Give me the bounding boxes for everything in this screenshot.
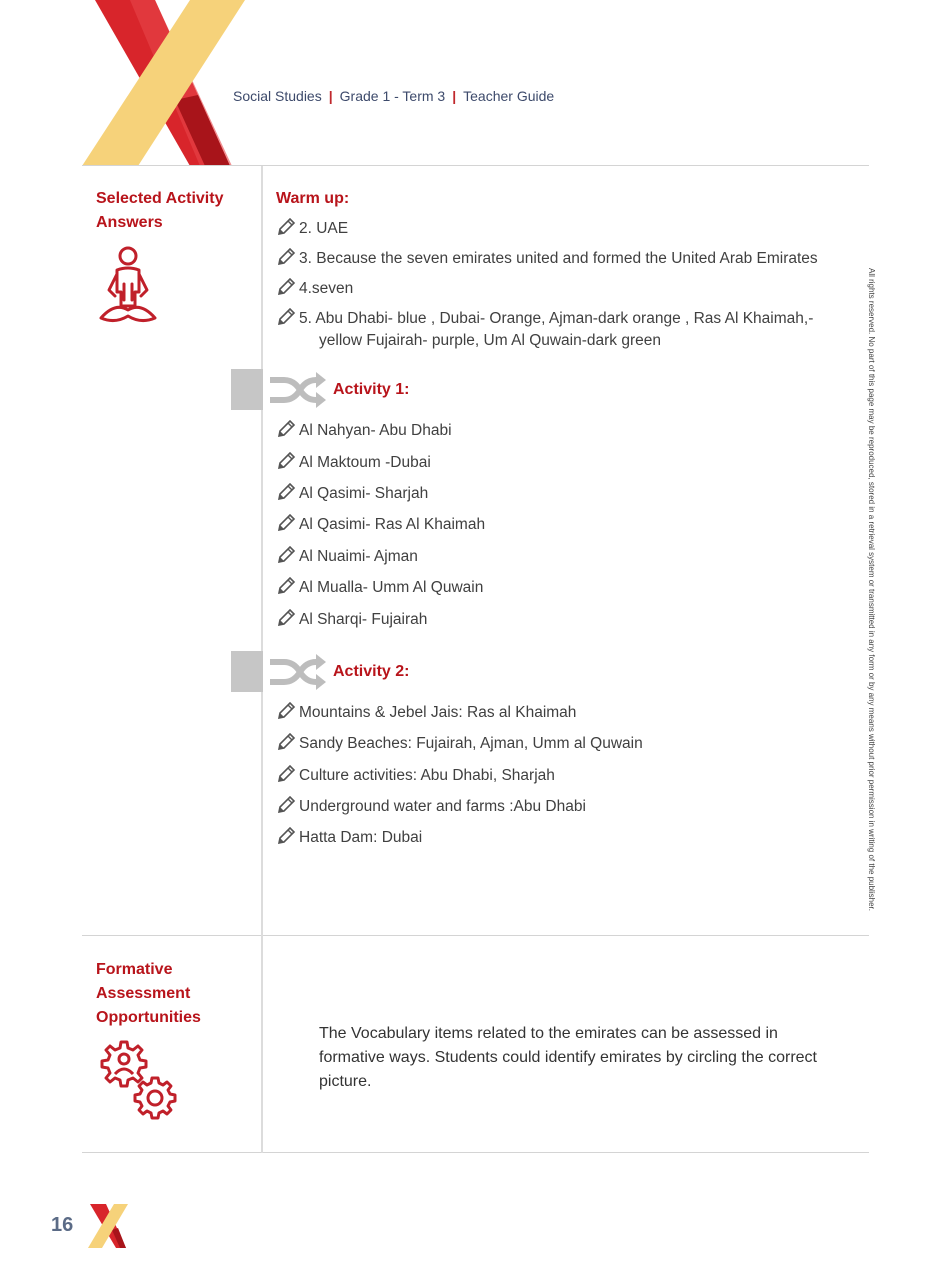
activity2-marker: [231, 651, 263, 692]
shuffle-icon: [266, 370, 328, 410]
pencil-icon: [276, 796, 296, 814]
header-breadcrumb: Social Studies | Grade 1 - Term 3 | Teacher Guide: [233, 88, 555, 104]
formative-title: Formative Assessment Opportunities: [96, 961, 201, 1026]
page-number: 16: [51, 1214, 74, 1236]
activity1-item: Al Qasimi- Ras Al Khaimah: [276, 514, 485, 536]
pencil-icon: [276, 702, 296, 720]
pencil-icon: [276, 546, 296, 564]
header-guide: Teacher Guide: [463, 88, 555, 104]
footer-x-logo: [86, 1204, 130, 1248]
activity2-item: Underground water and farms :Abu Dhabi: [276, 796, 586, 818]
activity1-label: Activity 1:: [333, 381, 410, 398]
pencil-icon: [276, 765, 296, 783]
gears-person-icon: [95, 1040, 179, 1122]
shuffle-icon: [266, 652, 328, 692]
activity1-item: Al Sharqi- Fujairah: [276, 609, 427, 631]
pencil-icon: [276, 733, 296, 751]
activity2-item: Mountains & Jebel Jais: Ras al Khaimah: [276, 702, 576, 724]
header-subject: Social Studies: [233, 88, 322, 104]
activity2-item: Hatta Dam: Dubai: [276, 827, 422, 849]
pencil-icon: [276, 420, 296, 438]
warmup-item-4-continued: yellow Fujairah- purple, Um Al Quwain-dark green: [319, 332, 662, 349]
pencil-icon: [276, 483, 296, 501]
activity1-item: Al Maktoum -Dubai: [276, 452, 431, 474]
selected-activity-title: Selected Activity Answers: [96, 190, 224, 231]
pencil-icon: [276, 278, 296, 296]
warmup-item-3: 4.seven: [276, 278, 353, 300]
activity2-label: Activity 2:: [333, 663, 410, 680]
activity2-item: Sandy Beaches: Fujairah, Ajman, Umm al Quwain: [276, 733, 643, 755]
activity1-item: Al Mualla- Umm Al Quwain: [276, 577, 483, 599]
warmup-item-2: 3. Because the seven emirates united and formed the United Arab Emirates: [276, 248, 818, 270]
bottom-divider: [82, 1152, 869, 1153]
copyright-notice: All rights reserved. No part of this page may be reproduced, stored in a retrieval system or transmitted in any form or by any means without prior permission in writing of the publisher.: [867, 268, 876, 911]
formative-text: The Vocabulary items related to the emirates can be assessed in formative ways. Students could identify emirates by circling the correct picture.: [319, 1025, 817, 1090]
pencil-icon: [276, 514, 296, 532]
brand-x-logo: [80, 0, 255, 166]
activity1-item: Al Qasimi- Sharjah: [276, 483, 428, 505]
pencil-icon: [276, 452, 296, 470]
pencil-icon: [276, 218, 296, 236]
middle-divider: [82, 935, 869, 936]
pencil-icon: [276, 308, 296, 326]
activity1-item: Al Nahyan- Abu Dhabi: [276, 420, 452, 442]
top-divider: [82, 165, 869, 166]
pencil-icon: [276, 609, 296, 627]
pencil-icon: [276, 248, 296, 266]
warmup-item-4: 5. Abu Dhabi- blue , Dubai- Orange, Ajman-dark orange , Ras Al Khaimah,-: [276, 308, 813, 330]
pencil-icon: [276, 577, 296, 595]
warmup-item-1: 2. UAE: [276, 218, 348, 240]
header-grade: Grade 1 - Term 3: [339, 88, 446, 104]
meditation-person-icon: [95, 244, 161, 328]
activity2-item: Culture activities: Abu Dhabi, Sharjah: [276, 765, 555, 787]
pencil-icon: [276, 827, 296, 845]
activity1-marker: [231, 369, 263, 410]
warmup-title: Warm up:: [276, 190, 350, 207]
activity1-item: Al Nuaimi- Ajman: [276, 546, 418, 568]
